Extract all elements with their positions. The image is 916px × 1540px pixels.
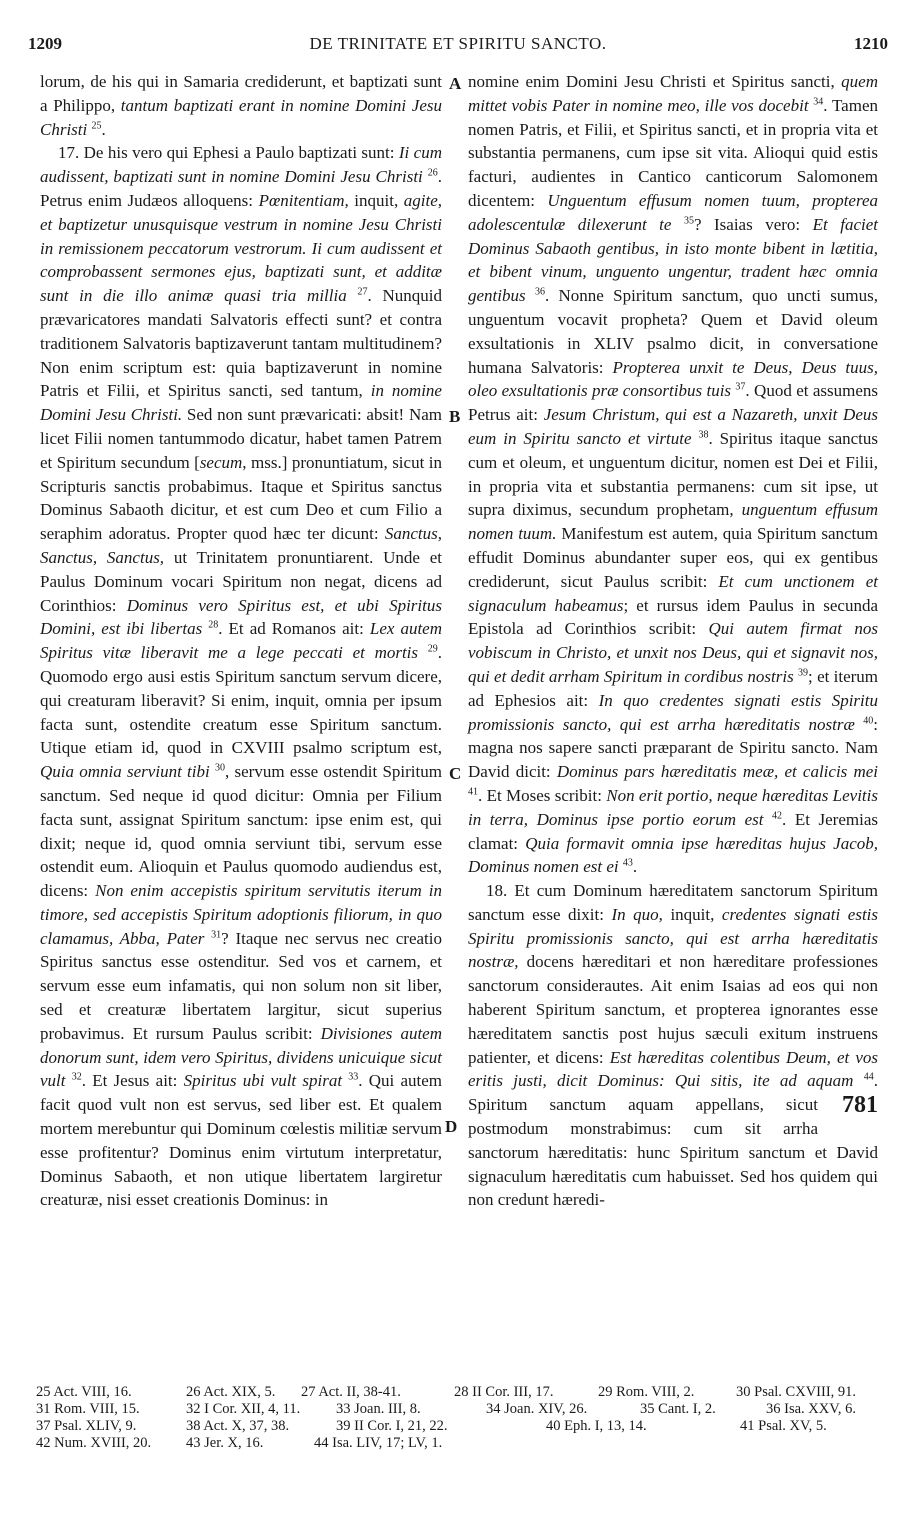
footnote-36: 36 Isa. XXV, 6. bbox=[766, 1401, 856, 1417]
right-paragraph-2 bbox=[468, 879, 878, 1212]
left-column bbox=[40, 70, 442, 1212]
margin-letter-a: A bbox=[449, 74, 462, 93]
footnote-44: 44 Isa. LIV, 17; LV, 1. bbox=[314, 1435, 443, 1451]
footnote-27: 27 Act. II, 38-41. bbox=[301, 1384, 401, 1400]
footnote-35: 35 Cant. I, 2. bbox=[640, 1401, 716, 1417]
footnote-26: 26 Act. XIX, 5. bbox=[186, 1384, 276, 1400]
footnote-25: 25 Act. VIII, 16. bbox=[36, 1384, 132, 1400]
footnote-37: 37 Psal. XLIV, 9. bbox=[36, 1418, 137, 1434]
running-title: DE TRINITATE ET SPIRITU SANCTO. bbox=[309, 34, 607, 53]
footnote-40: 40 Eph. I, 13, 14. bbox=[546, 1418, 647, 1434]
left-paragraph-2: 17. De his vero qui Ephesi a Paulo baptizati sunt: Ii cum audissent, baptizati sunt in nomine Domini Jesu Christi $^{26}$. Petrus enim Judæos alloquens: Pœnitentiam, inquit, agite, et baptizetur unusquisque vestrum in nomine Jesu Christi in remissionem peccatorum vestrorum. Ii cum audissent et comprobassent sermones ejus, baptizati sunt, et additæ sunt in die illo animæ quasi tria millia $^{27}$. Nunquid prævaricatores mandati Salvatoris effecti sunt? et contra traditionem Salvatoris baptizaverunt tantam multitudinem? Non enim scriptum est: quia baptizaverunt in nomine Patris et Filii, et Spiritus sancti, sed tantum, in nomine Domini Jesu Christi. Sed non sunt prævaricati: absit! Nam licet Filii nomen tantummodo dicatur, habet tamen Patrem et Spiritum secundum [secum, mss.] pronuntiatum, sicut in Scripturis sanctis probabimus. Itaque et Spiritus sanctus Dominus Sabaoth dicitur, et est cum Deo et cum Filio a seraphim adoratus. Propter quod hæc ter dicunt: Sanctus, Sanctus, Sanctus, ut Trinitatem pronuntiarent. Unde et Paulus Dominum vocari Spiritum non negat, dicens ad Corinthios: Dominus vero Spiritus est, et ubi Spiritus Domini, est ibi libertas $^{28}$. Et ad Romanos ait: Lex autem Spiritus vitæ liberavit me a lege peccati et mortis $^{29}$. Quomodo ergo ausi estis Spiritum sanctum servum dicere, qui creaturam liberavit? Si enim, inquit, omnia per ipsum facta sunt, ostendite creatum esse Spiritum sanctum. Utique etiam id, quod in CXVIII psalmo scriptum est, Quia omnia serviunt tibi $^{30}$, servum esse ostendit Spiritum sanctum. Sed neque id quod dicitur: Omnia per Filium facta sunt, assignat Spiritum sanctum: ipse enim est, qui dixit; neque id, quod omnia serviunt tibi, servum esse ostendit eum. Alioquin et Paulus quomodo audiendus est, dicens: Non enim accepistis spiritum servitutis iterum in timore, sed accepistis Spiritum adoptionis filiorum, in quo clamamus, Abba, Pater $^{31}$? Itaque nec servus nec creatio Spiritus sanctus esse ostenditur. Sed vos et carnem, et servum esse eum infamatis, qui non solum non sit liber, sed et creaturæ libertatem largitur, sicut superius probavimus. Et rursum Paulus scribit: Divisiones autem donorum sunt, idem vero Spiritus, dividens unicuique sicut vult $^{32}$. Et Jesus ait: Spiritus ubi vult spirat $^{33}$. Qui autem facit quod vult non est servus, sed liber est. Et qualem mortem merebuntur qui Dominum cœlestis militiæ servum esse profitentur? Dominus enim virtutum interpretatur, Dominus Sabaoth, et non utique libertatem largiretur creaturæ, nisi esset creationis Dominus: in bbox=[40, 143, 443, 1210]
footnote-43: 43 Jer. X, 16. bbox=[186, 1435, 264, 1451]
footnote-32: 32 I Cor. XII, 4, 11. bbox=[186, 1401, 301, 1417]
right-paragraph-1: nomine enim Domini Jesu Christi et Spiritus sancti, quem mittet vobis Pater in nomine meo, ille vos docebit $^{34}$. Tamen nomen Patris, et Filii, et Spiritus sancti, et in propria vita et substantia permanens, cum ipse sit vita. Alioqui quid estis facturi, audientes in Cantico canticorum Salomonem dicentem: Unguentum effusum nomen tuum, propterea adolescentulæ dilexerunt te $^{35}$? Isaias vero: Et faciet Dominus Sabaoth gentibus, in isto monte bibent in lætitia, et bibent vinum, unguento ungentur, tradent hæc omnia gentibus $^{36}$. Nonne Spiritum sanctum, quo uncti sumus, unguentum vocavit propheta? Quem et David oleum exsultationis in XLIV psalmo dicit, in conversatione humana Salvatoris: Propterea unxit te Deus, Deus tuus, oleo exsultationis præ consortibus tuis $^{37}$. Quod et assumens Petrus ait: Jesum Christum, qui est a Nazareth, unxit Deus eum in Spiritu sancto et virtute $^{38}$. Spiritus itaque sanctus cum et oleum, et unguentum dicitur, nomen est Dei et Filii, in propria vita et substantia permanens: cum sit ipse, ut supra diximus, secundum prophetam, unguentum effusum nomen tuum. Manifestum est autem, quia Spiritum sanctum effudit Dominus abundanter super eos, qui ex gentibus crediderunt, sicut Paulus scribit: Et cum unctionem et signaculum habeamus; et rursus idem Paulus in secunda Epistola ad Corinthios scribit: Qui autem firmat nos vobiscum in Christo, et unxit nos Deus, qui et signavit nos, qui et dedit arrham Spiritum in cordibus nostris $^{39}$; et iterum ad Ephesios ait: In quo credentes signati estis Spiritu promissionis sancto, qui est arrha hæreditatis nostræ $^{40}$: magna nos sapere sancti præparant de Spiritu sancto. Nam David dicit: Dominus pars hæreditatis meæ, et calicis mei $^{41}$. Et Moses scribit: Non erit portio, neque hæreditas Levitis in terra, Dominus ipse portio eorum est $^{42}$. Et Jeremias clamat: Quia formavit omnia ipse hæreditas hujus Jacob, Dominus nomen est ei $^{43}$. bbox=[468, 72, 879, 877]
footnote-34: 34 Joan. XIV, 26. bbox=[486, 1401, 588, 1417]
footnote-row-4 bbox=[36, 1435, 884, 1452]
footnote-42: 42 Num. XVIII, 20. bbox=[36, 1435, 152, 1451]
margin-letter-b: B bbox=[449, 407, 461, 426]
footnote-row-1 bbox=[36, 1384, 884, 1401]
footnote-30: 30 Psal. CXVIII, 91. bbox=[736, 1384, 857, 1400]
footnote-28: 28 II Cor. III, 17. bbox=[454, 1384, 554, 1400]
footnote-row-2 bbox=[36, 1401, 884, 1418]
footnote-29: 29 Rom. VIII, 2. bbox=[598, 1384, 695, 1400]
footnote-41: 41 Psal. XV, 5. bbox=[740, 1418, 827, 1434]
margin-letter-d: D bbox=[445, 1117, 458, 1136]
right-column bbox=[468, 70, 878, 1212]
running-header bbox=[28, 34, 888, 58]
left-paragraph-1: lorum, de his qui in Samaria crediderunt, et baptizati sunt a Philippo, tantum baptizati erant in nomine Domini Jesu Christi $^{25}$. bbox=[40, 72, 443, 139]
right-paragraph-2b: appellans, sicut postmodum monstrabimus: cum sit arrha sanctorum hæreditatis: hunc Spiritum sanctum et David signaculum hæreditatis cum habuisset. Sed hos quidem qui non credunt hæredi- bbox=[468, 1095, 878, 1210]
footnote-38: 38 Act. X, 37, 38. bbox=[186, 1418, 290, 1434]
margin-letter-c: C bbox=[449, 764, 462, 783]
footnote-31: 31 Rom. VIII, 15. bbox=[36, 1401, 140, 1417]
page-number-right: 1210 bbox=[854, 34, 888, 53]
column-number: 781 bbox=[842, 1092, 878, 1119]
footnote-33: 33 Joan. III, 8. bbox=[336, 1401, 421, 1417]
page-number-left: 1209 bbox=[28, 34, 62, 53]
footnotes bbox=[36, 1384, 884, 1452]
right-paragraph-2a: 18. Et cum Dominum hæreditatem sanctorum Spiritum sanctum esse dixit: In quo, inquit, credentes signati estis Spiritu promissionis sancto, qui est arrha hæreditatis nostræ, docens hæreditari et non hæreditare professiones sanctorum considerautes. Ait enim Isaias ad eos qui non haberent Spiritum sanctum, et propterea ignorantes esse hæreditatem sanctis post hujus sæculi exitum instruens patienter, et dicens: Est hæreditas colentibus Deum, et vos eritis justi, dicit Dominus: Qui sitis, ite ad aquam $^{44}$. Spiritum sanctum aquam bbox=[468, 881, 879, 1115]
footnote-39: 39 II Cor. I, 21, 22. bbox=[336, 1418, 448, 1434]
footnote-row-3 bbox=[36, 1418, 884, 1435]
